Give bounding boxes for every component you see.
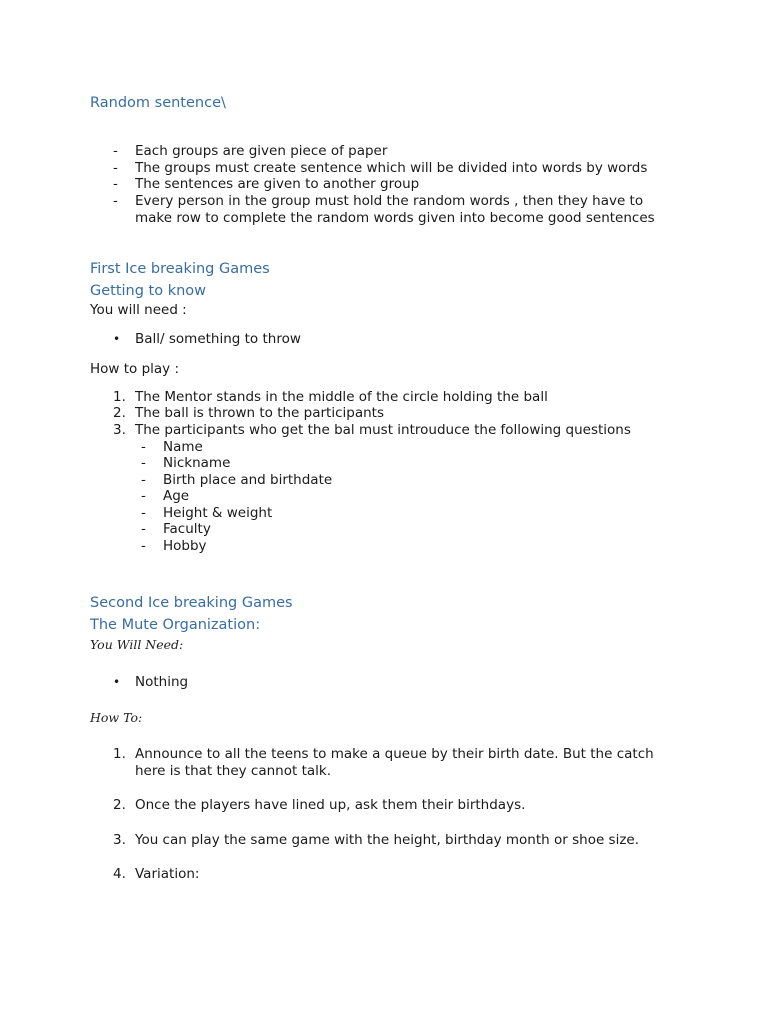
section-heading-first-ice-breaking: First Ice breaking Games bbox=[90, 261, 270, 277]
step-text: The Mentor stands in the middle of the circle holding the ball bbox=[135, 389, 548, 405]
need-label: You Will Need: bbox=[90, 637, 184, 652]
question-text: Name bbox=[163, 439, 203, 455]
dash-marker: - bbox=[141, 455, 146, 471]
question-text: Nickname bbox=[163, 455, 231, 471]
dash-marker: - bbox=[141, 538, 146, 554]
question-text: Birth place and birthdate bbox=[163, 472, 333, 488]
step-text: The ball is thrown to the participants bbox=[135, 405, 384, 421]
question-text: Hobby bbox=[163, 538, 207, 554]
step-text: Variation: bbox=[135, 866, 200, 882]
need-label: You will need : bbox=[90, 302, 187, 318]
step-number: 3. bbox=[113, 832, 126, 848]
step-number: 3. bbox=[113, 422, 126, 438]
dash-marker: - bbox=[113, 143, 118, 159]
dash-marker: - bbox=[141, 472, 146, 488]
step-number: 4. bbox=[113, 866, 126, 882]
section-heading-second-ice-breaking: Second Ice breaking Games bbox=[90, 595, 293, 611]
dash-marker: - bbox=[113, 160, 118, 176]
game-title-getting-to-know: Getting to know bbox=[90, 283, 207, 299]
list-item-text: The sentences are given to another group bbox=[135, 176, 420, 192]
question-text: Faculty bbox=[163, 521, 211, 537]
step-text: You can play the same game with the height, birthday month or shoe size. bbox=[135, 832, 640, 848]
list-item-text: Every person in the group must hold the random words , then they have to make row to complete the random words given into become good sentences bbox=[135, 193, 655, 226]
dash-marker: - bbox=[113, 193, 118, 209]
dash-marker: - bbox=[113, 176, 118, 192]
step-number: 2. bbox=[113, 405, 126, 421]
howto-label: How to play : bbox=[90, 361, 180, 377]
step-text: Once the players have lined up, ask them their birthdays. bbox=[135, 797, 526, 813]
howto-label: How To: bbox=[90, 710, 143, 725]
step-number: 1. bbox=[113, 746, 126, 762]
step-text: Announce to all the teens to make a queue by their birth date. But the catch here is that they cannot talk. bbox=[135, 746, 654, 779]
list-item-text: Nothing bbox=[135, 674, 189, 690]
bullet-marker: • bbox=[113, 675, 121, 689]
dash-marker: - bbox=[141, 439, 146, 455]
dash-marker: - bbox=[141, 488, 146, 504]
section-heading-random-sentence: Random sentence\ bbox=[90, 95, 226, 111]
question-text: Height & weight bbox=[163, 505, 273, 521]
step-number: 1. bbox=[113, 389, 126, 405]
bullet-marker: • bbox=[113, 332, 121, 346]
step-text: The participants who get the bal must introuduce the following questions bbox=[135, 422, 631, 438]
game-title-mute-organization: The Mute Organization: bbox=[90, 617, 261, 633]
list-item-text: The groups must create sentence which will be divided into words by words bbox=[135, 160, 648, 176]
dash-marker: - bbox=[141, 505, 146, 521]
list-item-text: Ball/ something to throw bbox=[135, 331, 301, 347]
dash-marker: - bbox=[141, 521, 146, 537]
question-text: Age bbox=[163, 488, 190, 504]
step-number: 2. bbox=[113, 797, 126, 813]
list-item-text: Each groups are given piece of paper bbox=[135, 143, 388, 159]
